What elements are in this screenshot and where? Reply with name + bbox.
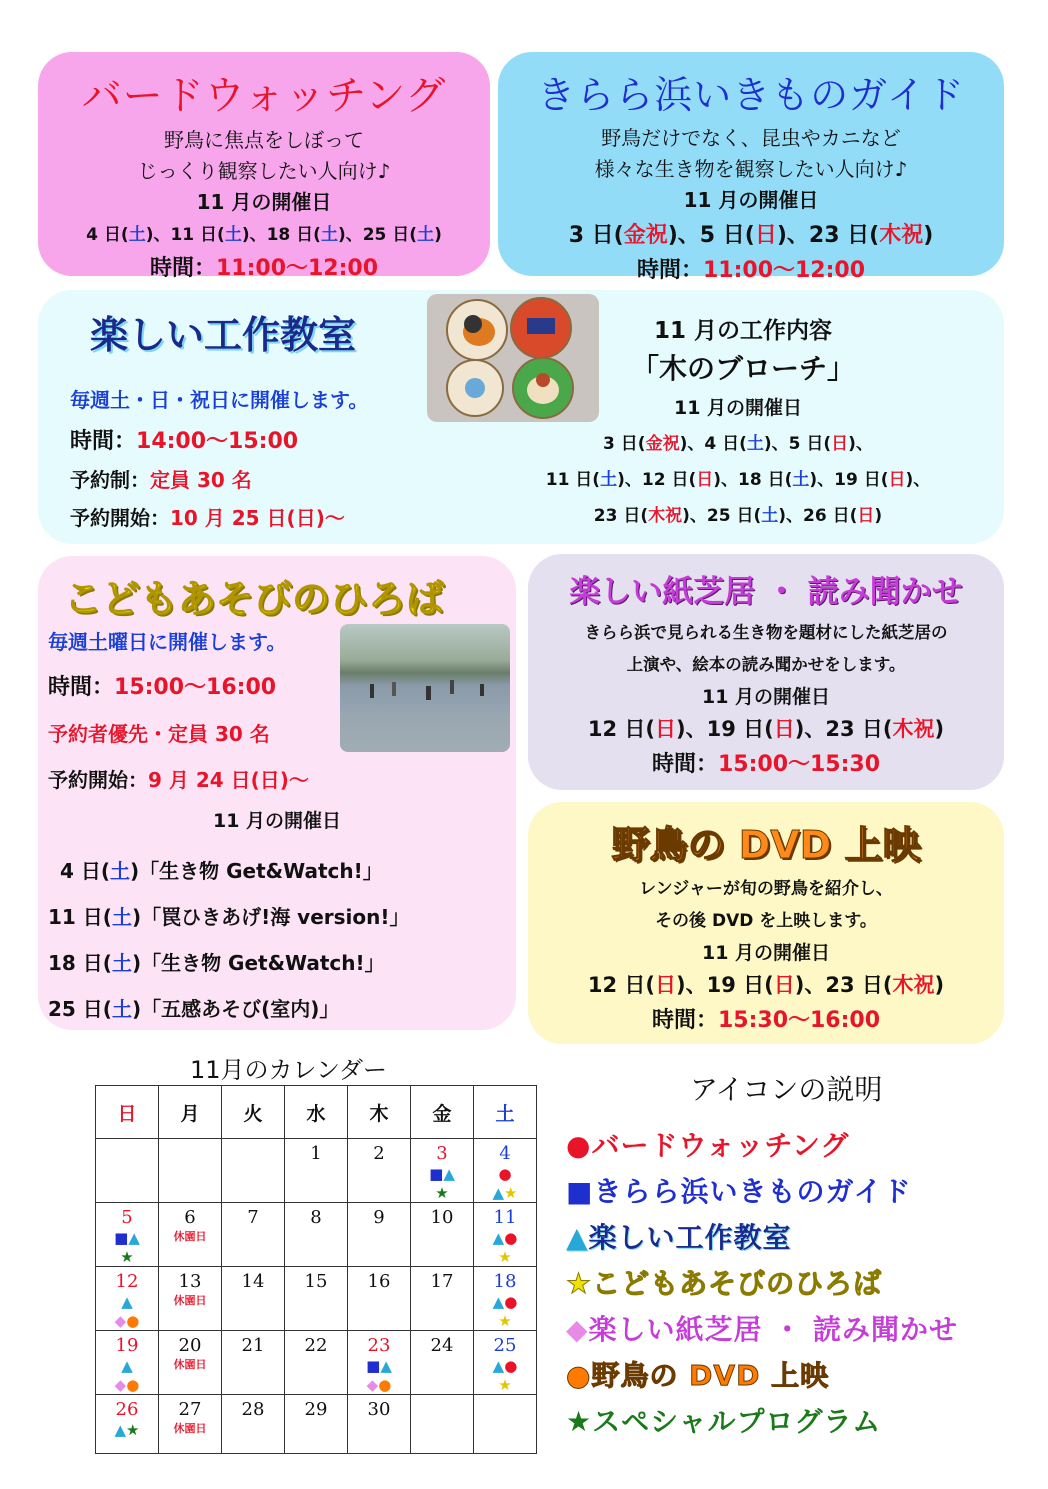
story-time: 時間：15:00〜15:30 — [651, 752, 881, 777]
calendar-day: 5 ■▲ ★ — [96, 1203, 159, 1267]
triangle-icon: ▲ — [114, 1421, 127, 1439]
craft-content-heading: 11 月の工作内容 — [653, 318, 832, 344]
calendar-day-empty — [474, 1395, 537, 1454]
legend-item-kids: ★こどもあそびのひろば — [566, 1267, 883, 1300]
calendar-header-row — [96, 1086, 537, 1139]
craft-dates-line-2: 11 日(土)、12 日(日)、18 日(土)、19 日(日)、 — [545, 470, 931, 490]
weekday-sat: 土 — [474, 1086, 537, 1139]
guide-dates: 3 日(金祝)、5 日(日)、23 日(木祝) — [568, 223, 934, 248]
kids-event-1: 4 日(土)「生き物 Get&Watch!」 — [60, 859, 383, 883]
dvd-desc-2: その後 DVD を上映します。 — [655, 911, 877, 931]
calendar-day: 29 — [285, 1395, 348, 1454]
birdwatching-dates-heading: 11 月の開催日 — [196, 190, 332, 214]
calendar-day: 27 休園日 — [159, 1395, 222, 1454]
calendar-day: 9 — [348, 1203, 411, 1267]
birdwatching-title: バードウォッチング — [81, 73, 447, 119]
craft-dates-line-1: 3 日(金祝)、4 日(土)、5 日(日)、 — [603, 434, 873, 454]
weekday-thu: 木 — [348, 1086, 411, 1139]
calendar-day: 22 — [285, 1331, 348, 1395]
diamond-icon: ◆ — [114, 1312, 127, 1330]
calendar-day: 15 — [285, 1267, 348, 1331]
calendar-day: 12 ▲ ◆● — [96, 1267, 159, 1331]
calendar-day-empty — [222, 1139, 285, 1203]
calendar-day: 21 — [222, 1331, 285, 1395]
circle-icon: ● — [504, 1357, 518, 1375]
star-icon: ★ — [566, 1405, 593, 1438]
circle-icon: ● — [566, 1129, 592, 1162]
calendar-week — [96, 1139, 537, 1203]
triangle-icon: ▲ — [492, 1184, 505, 1202]
star-icon: ★ — [498, 1376, 512, 1394]
calendar-day: 30 — [348, 1395, 411, 1454]
diamond-icon: ◆ — [366, 1376, 379, 1394]
closed-label: 休園日 — [173, 1358, 207, 1371]
calendar-day-empty — [411, 1395, 474, 1454]
story-dates-heading: 11 月の開催日 — [701, 686, 831, 708]
calendar-day: 13 休園日 — [159, 1267, 222, 1331]
kids-dates-heading: 11 月の開催日 — [212, 810, 342, 832]
tidal-flat-photo — [340, 624, 510, 752]
craft-title: 楽しい工作教室 — [90, 313, 357, 357]
square-icon: ■ — [114, 1229, 129, 1247]
calendar-day: 11 ▲● ★ — [474, 1203, 537, 1267]
calendar-day: 1 — [285, 1139, 348, 1203]
legend-item-story: ◆楽しい紙芝居 ・ 読み聞かせ — [566, 1313, 959, 1346]
triangle-icon: ▲ — [566, 1221, 589, 1254]
kids-title: こどもあそびのひろば — [64, 577, 445, 621]
guide-title: きらら浜いきものガイド — [537, 73, 965, 117]
story-panel — [528, 554, 1004, 790]
tidal-flat-illustration — [340, 624, 510, 752]
triangle-icon: ▲ — [443, 1165, 455, 1183]
diamond-icon: ◆ — [114, 1376, 127, 1394]
star-icon: ★ — [435, 1184, 449, 1202]
kids-schedule: 毎週土曜日に開催します。 — [48, 630, 287, 654]
calendar-day: 28 — [222, 1395, 285, 1454]
closed-label: 休園日 — [173, 1422, 207, 1435]
birdwatching-panel — [38, 52, 490, 281]
legend-title: アイコンの説明 — [690, 1073, 883, 1106]
calendar-day: 10 — [411, 1203, 474, 1267]
circle-icon: ● — [498, 1165, 512, 1183]
story-desc-1: きらら浜で見られる生き物を題材にした紙芝居の — [584, 623, 948, 642]
square-icon: ■ — [566, 1175, 594, 1208]
calendar-title: 11月のカレンダー — [190, 1056, 387, 1084]
birdwatching-dates: 4 日(土)、11 日(土)、18 日(土)、25 日(土) — [86, 225, 442, 245]
birdwatching-time: 時間：11:00〜12:00 — [149, 256, 379, 281]
weekday-tue: 火 — [222, 1086, 285, 1139]
kids-event-2: 11 日(土)「罠ひきあげ!海 version!」 — [48, 905, 410, 929]
square-icon: ■ — [366, 1357, 381, 1375]
calendar-day-empty — [96, 1139, 159, 1203]
dvd-desc-1: レンジャーが旬の野鳥を紹介し、 — [639, 879, 893, 899]
calendar-week — [96, 1267, 537, 1331]
story-dates: 12 日(日)、19 日(日)、23 日(木祝) — [587, 717, 945, 741]
birdwatching-desc-1: 野鳥に焦点をしぼって — [164, 128, 364, 152]
story-title: 楽しい紙芝居 ・ 読み聞かせ — [569, 574, 963, 610]
triangle-icon: ▲ — [492, 1357, 505, 1375]
kids-event-4: 25 日(土)「五感あそび(室内)」 — [48, 997, 340, 1021]
calendar-day: 25 ▲● ★ — [474, 1331, 537, 1395]
calendar-day: 3 ■▲ ★ — [411, 1139, 474, 1203]
circle-icon: ● — [504, 1293, 518, 1311]
weekday-wed: 水 — [285, 1086, 348, 1139]
story-desc-2: 上演や、絵本の読み聞かせをします。 — [626, 655, 906, 674]
circle-icon: ● — [126, 1312, 140, 1330]
calendar-day: 17 — [411, 1267, 474, 1331]
legend-item-craft: ▲楽しい工作教室 — [566, 1221, 792, 1254]
calendar-day-empty — [159, 1139, 222, 1203]
calendar-week — [96, 1395, 537, 1454]
kids-panel — [38, 556, 516, 1030]
circle-icon: ● — [504, 1229, 518, 1247]
closed-label: 休園日 — [173, 1230, 207, 1243]
weekday-mon: 月 — [159, 1086, 222, 1139]
dvd-dates-heading: 11 月の開催日 — [701, 942, 831, 964]
craft-time: 時間：14:00〜15:00 — [70, 429, 299, 454]
square-icon: ■ — [429, 1165, 444, 1183]
dvd-title: 野鳥の DVD 上映 — [611, 823, 921, 867]
birdwatching-desc-2: じっくり観察したい人向け♪ — [137, 159, 391, 183]
triangle-icon: ▲ — [121, 1293, 133, 1311]
guide-dates-heading: 11 月の開催日 — [683, 188, 819, 212]
craft-reserve: 予約制：定員 30 名 — [70, 468, 252, 492]
craft-content: 「木のブローチ」 — [630, 352, 855, 385]
craft-panel — [38, 290, 1004, 544]
kids-priority: 予約者優先・定員 30 名 — [48, 722, 270, 746]
guide-time: 時間：11:00〜12:00 — [636, 258, 866, 283]
circle-icon: ● — [566, 1359, 592, 1392]
star-icon: ★ — [566, 1267, 593, 1300]
legend-item-birdwatching: ●バードウォッチング — [566, 1129, 850, 1162]
star-icon: ★ — [120, 1248, 134, 1266]
star-icon: ★ — [498, 1312, 512, 1330]
dvd-time: 時間：15:30〜16:00 — [651, 1008, 881, 1033]
calendar-day: 23 ■▲ ◆● — [348, 1331, 411, 1395]
triangle-icon: ▲ — [380, 1357, 392, 1375]
craft-dates-line-3: 23 日(木祝)、25 日(土)、26 日(日) — [593, 506, 883, 526]
calendar-day: 19 ▲ ◆● — [96, 1331, 159, 1395]
calendar-day: 4 ● ▲★ — [474, 1139, 537, 1203]
triangle-icon: ▲ — [121, 1357, 133, 1375]
calendar-day: 18 ▲● ★ — [474, 1267, 537, 1331]
craft-dates-heading: 11 月の開催日 — [673, 397, 803, 419]
calendar-day: 20 休園日 — [159, 1331, 222, 1395]
calendar-day: 2 — [348, 1139, 411, 1203]
calendar-week — [96, 1331, 537, 1395]
triangle-icon: ▲ — [128, 1229, 140, 1247]
calendar-day: 26 ▲★ — [96, 1395, 159, 1454]
kids-start: 予約開始：9 月 24 日(日)〜 — [48, 768, 309, 792]
star-icon: ★ — [126, 1421, 140, 1439]
circle-icon: ● — [378, 1376, 392, 1394]
calendar-table — [95, 1085, 537, 1454]
calendar-week — [96, 1203, 537, 1267]
kids-event-3: 18 日(土)「生き物 Get&Watch!」 — [48, 951, 385, 975]
diamond-icon: ◆ — [566, 1313, 589, 1346]
calendar-day: 24 — [411, 1331, 474, 1395]
star-icon: ★ — [504, 1184, 518, 1202]
weekday-fri: 金 — [411, 1086, 474, 1139]
calendar-day: 16 — [348, 1267, 411, 1331]
circle-icon: ● — [126, 1376, 140, 1394]
calendar-day: 6 休園日 — [159, 1203, 222, 1267]
dvd-dates: 12 日(日)、19 日(日)、23 日(木祝) — [587, 973, 945, 997]
legend-item-guide: ■きらら浜いきものガイド — [566, 1175, 912, 1208]
guide-desc-1: 野鳥だけでなく、昆虫やカニなど — [601, 126, 901, 150]
calendar-day: 8 — [285, 1203, 348, 1267]
closed-label: 休園日 — [173, 1294, 207, 1307]
triangle-icon: ▲ — [492, 1293, 505, 1311]
kids-time: 時間：15:00〜16:00 — [48, 675, 277, 700]
calendar-day: 7 — [222, 1203, 285, 1267]
triangle-icon: ▲ — [492, 1229, 505, 1247]
legend-item-dvd: ●野鳥の DVD 上映 — [566, 1359, 830, 1392]
guide-panel — [498, 52, 1004, 283]
dvd-panel — [528, 802, 1004, 1044]
craft-schedule: 毎週土・日・祝日に開催します。 — [70, 388, 369, 412]
weekday-sun: 日 — [96, 1086, 159, 1139]
calendar-day: 14 — [222, 1267, 285, 1331]
guide-desc-2: 様々な生き物を観察したい人向け♪ — [594, 157, 908, 181]
legend-item-special: ★スペシャルプログラム — [566, 1405, 882, 1438]
craft-start: 予約開始：10 月 25 日(日)〜 — [70, 506, 345, 530]
star-icon: ★ — [498, 1248, 512, 1266]
